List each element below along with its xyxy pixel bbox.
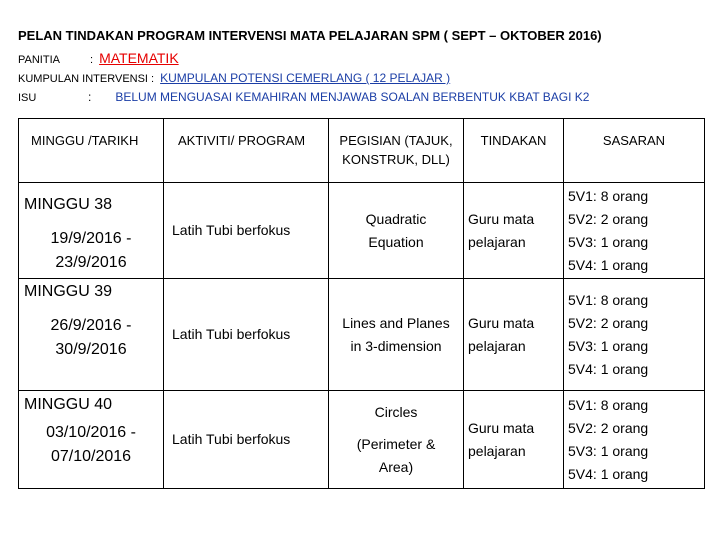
target-line: 5V1: 8 orang <box>568 396 649 413</box>
target-line: 5V1: 8 orang <box>568 291 649 308</box>
document-title: PELAN TINDAKAN PROGRAM INTERVENSI MATA PELAJARAN SPM ( SEPT – OKTOBER 2016) <box>18 28 602 43</box>
isu-label: ISU <box>18 92 37 104</box>
target-line: 5V3: 1 orang <box>568 442 649 459</box>
col-header-pegisian: PEGISIAN (TAJUK, KONSTRUK, DLL) <box>329 119 464 183</box>
action-text: Guru mata pelajaran <box>468 419 535 459</box>
target-line: 5V3: 1 orang <box>568 337 649 354</box>
isu-line <box>18 90 589 104</box>
date-range: 03/10/2016 - 07/10/2016 <box>46 424 136 465</box>
target-line: 5V2: 2 orang <box>568 419 649 436</box>
date-range: 26/9/2016 - 30/9/2016 <box>50 317 132 358</box>
table-row <box>19 391 705 489</box>
table-row <box>19 279 705 391</box>
col-header-aktiviti: AKTIVITI/ PROGRAM <box>164 119 329 183</box>
activity-text: Latih Tubi berfokus <box>172 326 291 342</box>
intervention-table <box>18 118 705 489</box>
week-cell <box>19 391 164 489</box>
target-line: 5V2: 2 orang <box>568 314 649 331</box>
target-line: 5V4: 1 orang <box>568 360 649 377</box>
activity-text: Latih Tubi berfokus <box>172 222 291 238</box>
kumpulan-line <box>18 71 450 85</box>
week-cell <box>19 183 164 279</box>
table-row <box>19 183 705 279</box>
content-cell <box>329 391 464 489</box>
target-cell <box>564 183 705 279</box>
panitia-line <box>18 50 179 66</box>
kumpulan-label: KUMPULAN INTERVENSI : <box>18 73 155 85</box>
kumpulan-value: KUMPULAN POTENSI CEMERLANG ( 12 PELAJAR ) <box>160 71 451 85</box>
content-cell <box>329 279 464 391</box>
panitia-label: PANITIA <box>18 54 60 66</box>
date-range: 19/9/2016 - 23/9/2016 <box>50 230 132 271</box>
week-label: MINGGU 39 <box>24 283 113 300</box>
activity-cell <box>164 183 329 279</box>
panitia-sep: : <box>90 54 94 66</box>
week-label: MINGGU 38 <box>24 196 113 213</box>
action-text: Guru mata pelajaran <box>468 210 535 250</box>
target-line: 5V1: 8 orang <box>568 187 649 204</box>
target-cell <box>564 279 705 391</box>
action-text: Guru mata pelajaran <box>468 314 535 354</box>
content-text: Quadratic Equation <box>365 210 427 250</box>
target-line: 5V4: 1 orang <box>568 465 649 482</box>
content-text: Circles <box>374 403 418 420</box>
target-line: 5V4: 1 orang <box>568 256 649 273</box>
action-cell <box>464 279 564 391</box>
panitia-value: MATEMATIK <box>99 50 179 66</box>
target-line: 5V2: 2 orang <box>568 210 649 227</box>
col-header-tindakan: TINDAKAN <box>464 119 564 183</box>
activity-cell <box>164 391 329 489</box>
table-header-row <box>19 119 705 183</box>
activity-text: Latih Tubi berfokus <box>172 431 291 447</box>
week-cell <box>19 279 164 391</box>
week-label: MINGGU 40 <box>24 396 113 413</box>
content-subtext: (Perimeter & Area) <box>356 435 436 475</box>
action-cell <box>464 391 564 489</box>
action-cell <box>464 183 564 279</box>
target-cell <box>564 391 705 489</box>
target-line: 5V3: 1 orang <box>568 233 649 250</box>
content-text: Lines and Planes in 3-dimension <box>342 314 450 354</box>
col-header-sasaran: SASARAN <box>564 119 705 183</box>
content-cell <box>329 183 464 279</box>
activity-cell <box>164 279 329 391</box>
isu-value: BELUM MENGUASAI KEMAHIRAN MENJAWAB SOALAN BERBENTUK KBAT BAGI K2 <box>115 90 590 104</box>
col-header-minggu: MINGGU /TARIKH <box>19 119 164 183</box>
isu-sep: : <box>88 90 92 104</box>
